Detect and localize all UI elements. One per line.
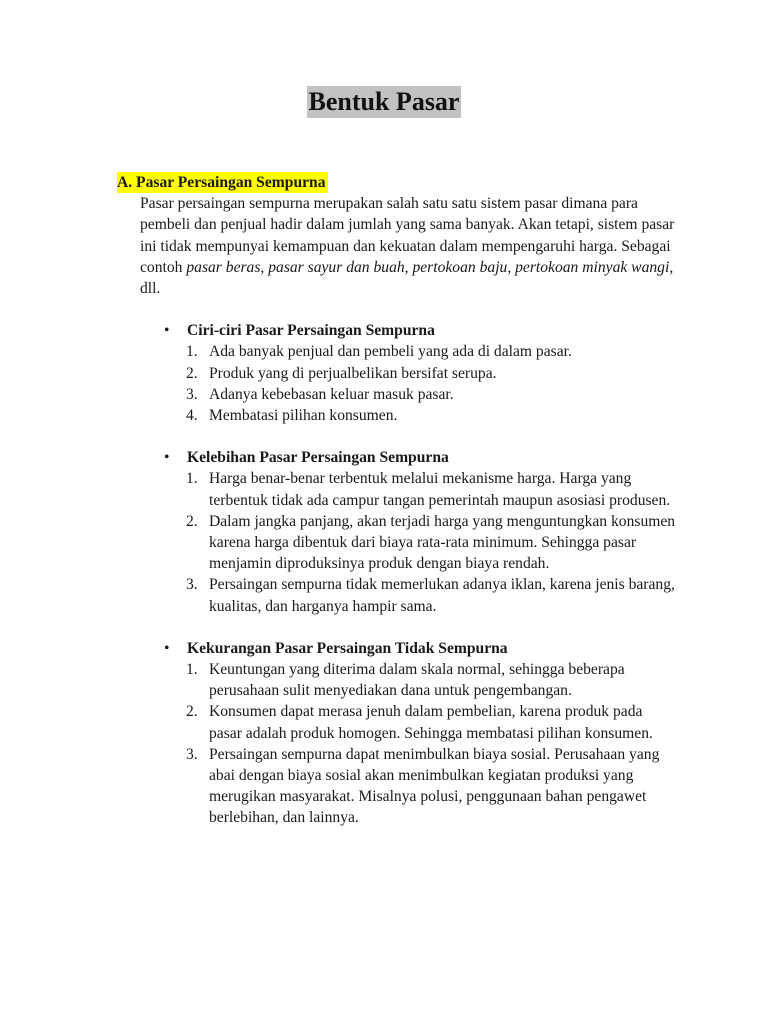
example-separator: , <box>404 258 413 276</box>
item-number: 3. <box>186 385 198 403</box>
item-number: 3. <box>186 576 198 594</box>
subsection-kekurangan <box>117 638 697 829</box>
intro-paragraph <box>140 193 680 299</box>
subsection-heading <box>117 447 697 468</box>
item-text: Konsumen dapat merasa jenuh dalam pembelian, karena produk pada pasar adalah produk homogen. Sehingga membatasi pilihan konsumen. <box>209 703 653 742</box>
title-container <box>0 86 768 118</box>
list-item <box>117 384 677 405</box>
item-number: 3. <box>186 745 198 763</box>
example-pertokoan-baju: pertokoan baju <box>412 258 508 276</box>
list-item <box>117 468 677 510</box>
page-title: Bentuk Pasar <box>308 87 460 116</box>
list-item <box>117 701 677 743</box>
item-text: Persaingan sempurna tidak memerlukan adanya iklan, karena jenis barang, kualitas, dan harganya hampir sama. <box>209 576 675 615</box>
bullet-icon: • <box>164 322 170 340</box>
item-text: Dalam jangka panjang, akan terjadi harga yang menguntungkan konsumen karena harga dibentuk dari biaya rata-rata minimum. Sehingga pasar menjamin diproduksinya produk dengan biaya rendah. <box>209 512 676 573</box>
item-text: Persaingan sempurna dapat menimbulkan biaya sosial. Perusahaan yang abai dengan biaya sosial akan menimbulkan kegiatan produksi yang merugikan masyarakat. Misalnya polusi, penggunaan bahan pengawet berlebihan, dan lainnya. <box>209 745 660 827</box>
numbered-list <box>117 341 697 426</box>
subsection-heading <box>117 320 697 341</box>
list-item <box>117 574 677 616</box>
example-pasar-beras: pasar beras <box>186 258 261 276</box>
list-item <box>117 659 677 701</box>
subsection-heading-text: Kelebihan Pasar Persaingan Sempurna <box>187 449 449 467</box>
example-separator: , <box>260 258 269 276</box>
item-text: Adanya kebebasan keluar masuk pasar. <box>209 385 454 403</box>
list-item <box>117 405 677 426</box>
numbered-list <box>117 468 697 616</box>
intro-tail: , dll. <box>140 258 674 298</box>
subsection-heading-text: Kekurangan Pasar Persaingan Tidak Sempurna <box>187 639 508 657</box>
item-number: 2. <box>186 703 198 721</box>
subsection-ciri-ciri <box>117 320 697 426</box>
item-number: 2. <box>186 364 198 382</box>
example-pasar-sayur: pasar sayur dan buah <box>268 258 405 276</box>
subsection-heading-text: Ciri-ciri Pasar Persaingan Sempurna <box>187 322 435 340</box>
item-number: 1. <box>186 470 198 488</box>
example-pertokoan-minyak-wangi: pertokoan minyak wangi <box>515 258 670 276</box>
item-text: Membatasi pilihan konsumen. <box>209 407 398 425</box>
item-number: 4. <box>186 407 198 425</box>
item-text: Ada banyak penjual dan pembeli yang ada di dalam pasar. <box>209 343 572 361</box>
numbered-list <box>117 659 697 829</box>
item-number: 2. <box>186 512 198 530</box>
item-text: Keuntungan yang diterima dalam skala normal, sehingga beberapa perusahaan sulit menyediakan dana untuk pengembangan. <box>209 661 625 700</box>
list-item <box>117 363 677 384</box>
section-heading: A. Pasar Persaingan Sempurna <box>117 172 328 193</box>
list-item <box>117 511 677 575</box>
section-pasar-persaingan-sempurna <box>117 172 697 829</box>
subsection-kelebihan <box>117 447 697 617</box>
item-number: 1. <box>186 661 198 679</box>
item-number: 1. <box>186 343 198 361</box>
list-item <box>117 744 677 829</box>
list-item <box>117 341 677 362</box>
item-text: Produk yang di perjualbelikan bersifat serupa. <box>209 364 497 382</box>
bullet-icon: • <box>164 449 170 467</box>
intro-text: Pasar persaingan sempurna merupakan salah satu satu sistem pasar dimana para pembeli dan penjual hadir dalam jumlah yang sama banyak. Akan tetapi, sistem pasar ini tidak mempunyai kemampuan dan kekuatan dalam mempengaruhi harga. Sebagai contoh <box>140 195 675 276</box>
example-separator: , <box>507 258 516 276</box>
item-text: Harga benar-benar terbentuk melalui mekanisme harga. Harga yang terbentuk tidak ada campur tangan pemerintah maupun asosiasi produsen. <box>209 470 671 509</box>
bullet-icon: • <box>164 639 170 657</box>
subsection-heading <box>117 638 697 659</box>
